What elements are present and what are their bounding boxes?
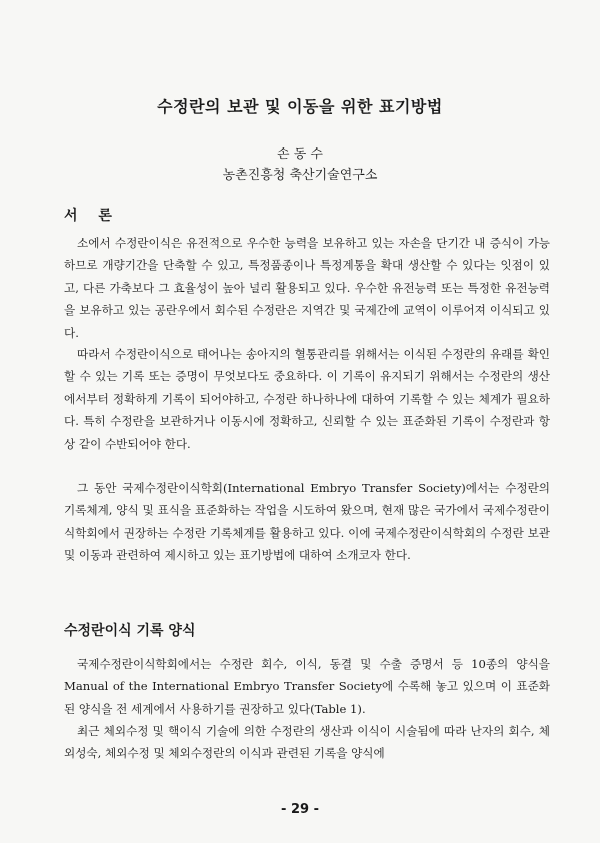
author-affiliation: 농촌진흥청 축산기술연구소	[222, 168, 378, 183]
page-number: - 29 -	[281, 802, 319, 817]
paragraph: 그 동안 국제수정란이식학회(International Embryo Transfer Society)에서는 수정란의 기록체계, 양식 및 표식을 표준화하는 작업을 시도하여 왔으며, 현재 많은 국가에서 국제수정란이식학회에서 권장하는 수정란 기록체계를 활용하고 있다. 이에 국제수정란이식학회의 수정란 보관 및 이동과 관련하여 제시하고 있는 표기방법에 대하여 소개코자 한다.	[64, 481, 550, 563]
paragraph: 최근 체외수정 및 핵이식 기술에 의한 수정란의 생산과 이식이 시술됨에 따라 난자의 회수, 체외성숙, 체외수정 및 체외수정란의 이식과 관련된 기록을 양식에	[64, 724, 550, 761]
section-heading-introduction: 서 론	[64, 208, 120, 224]
paragraph: 소에서 수정란이식은 유전적으로 우수한 능력을 보유하고 있는 자손을 단기간 내 증식이 가능하므로 개량기간을 단축할 수 있고, 특정품종이나 특정계통을 확대 생산할 수 있다는 잇점이 있고, 다른 가축보다 그 효율성이 높아 널리 활용되고 있다. 우수한 유전능력 또는 특정한 유전능력을 보유하고 있는 공란우에서 회수된 수정란은 지역간 및 국제간에 교역이 이루어져 이식되고 있다.	[64, 236, 550, 340]
paragraph: 따라서 수정란이식으로 태어나는 송아지의 혈통관리를 위해서는 이식된 수정란의 유래를 확인할 수 있는 기록 또는 증명이 무엇보다도 중요하다. 이 기록이 유지되기 위해서는 수정란의 생산에서부터 정확하게 기록이 되어야하고, 수정란 하나하나에 대하여 기록할 수 있는 체계가 필요하다. 특히 수정란을 보관하거나 이동시에 정확하고, 신뢰할 수 있는 표준화된 기록이 수정란과 항상 같이 수반되어야 한다.	[64, 347, 550, 451]
section-heading-record-forms: 수정란이식 기록 양식	[64, 623, 196, 639]
paragraph: 국제수정란이식학회에서는 수정란 회수, 이식, 동결 및 수출 증명서 등 10종의 양식을 Manual of the International Embryo Transfer Society에 수록해 놓고 있으며 이 표준화된 양식을 전 세계에서 사용하기를 권장하고 있다(Table 1).	[64, 657, 550, 716]
article-title: 수정란의 보관 및 이동을 위한 표기방법	[157, 97, 443, 116]
author-name: 손 동 수	[277, 147, 323, 162]
